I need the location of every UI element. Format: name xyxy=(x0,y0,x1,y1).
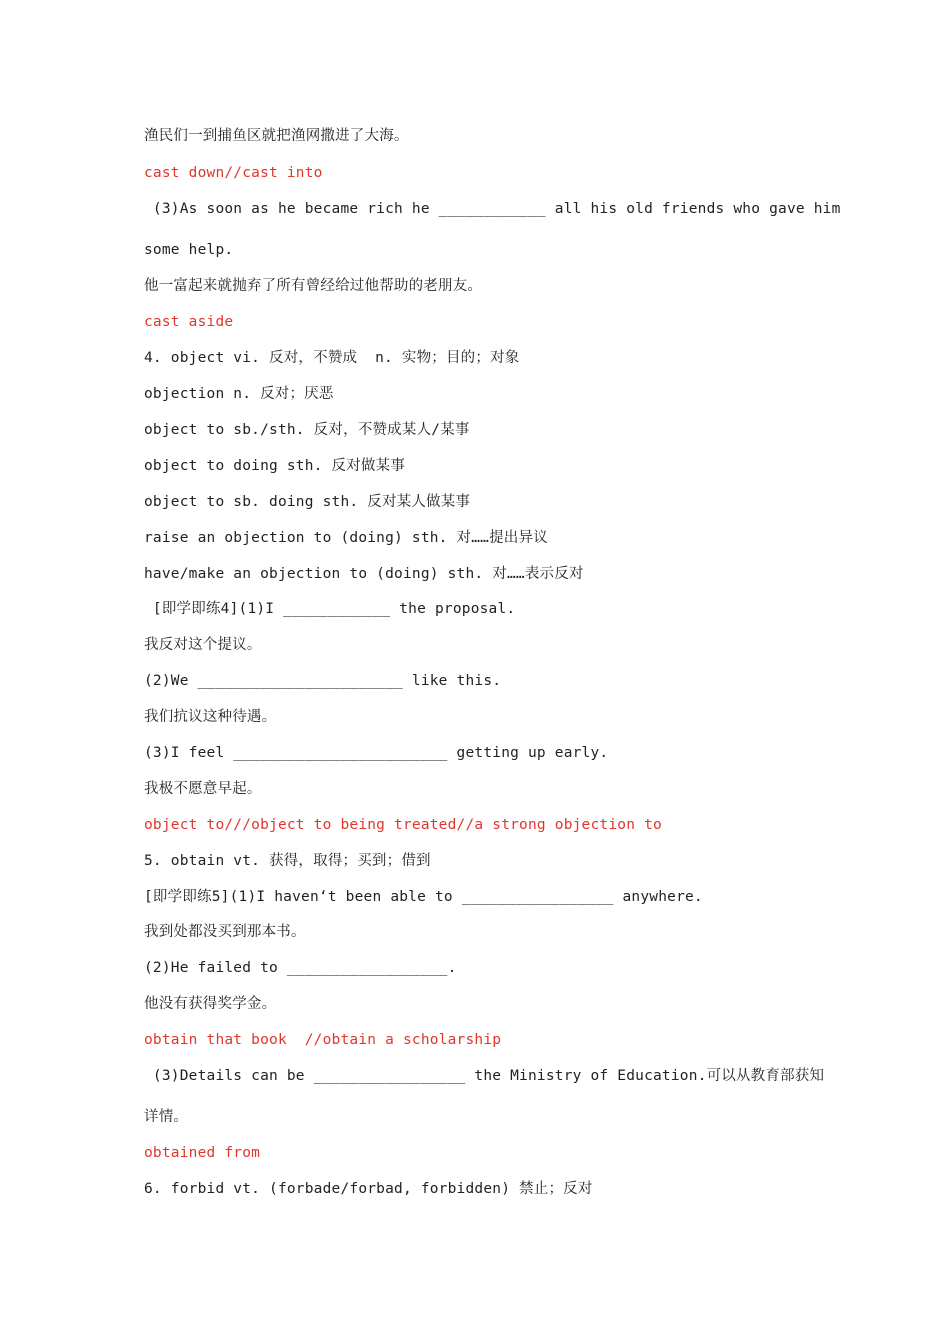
text-line: 我反对这个提议。 xyxy=(144,637,262,653)
text-line: object to doing sth. 反对做某事 xyxy=(144,458,406,474)
text-line: 他没有获得奖学金。 xyxy=(144,996,277,1012)
text-line: [即学即练5](1)I haven‘t been able to _________________ anywhere. xyxy=(144,889,703,905)
text-line: have/make an objection to (doing) sth. 对……表示反对 xyxy=(144,566,584,582)
text-line: 我们抗议这种待遇。 xyxy=(144,709,277,725)
text-line: object to sb./sth. 反对，不赞成某人/某事 xyxy=(144,422,470,438)
answer-line: object to///object to being treated//a strong objection to xyxy=(144,817,662,833)
text-line: (2)We _______________________ like this. xyxy=(144,673,502,689)
text-line: 渔民们一到捕鱼区就把渔网撒进了大海。 xyxy=(144,128,409,144)
text-line: [即学即练4](1)I ____________ the proposal. xyxy=(144,601,516,617)
text-line: 5. obtain vt. 获得，取得；买到；借到 xyxy=(144,853,431,869)
text-line: (3)As soon as he became rich he ____________ all his old friends who gave him xyxy=(144,201,841,217)
answer-line: cast down//cast into xyxy=(144,165,323,181)
text-line: object to sb. doing sth. 反对某人做某事 xyxy=(144,494,471,510)
answer-line: cast aside xyxy=(144,314,234,330)
answer-line: obtained from xyxy=(144,1145,261,1161)
text-line: raise an objection to (doing) sth. 对……提出异议 xyxy=(144,530,548,546)
text-line: 他一富起来就抛弃了所有曾经给过他帮助的老朋友。 xyxy=(144,278,483,294)
text-line: 6. forbid vt. (forbade/forbad, forbidden) 禁止；反对 xyxy=(144,1181,593,1197)
text-line: 我极不愿意早起。 xyxy=(144,781,262,797)
text-line: 4. object vi. 反对，不赞成 n. 实物；目的；对象 xyxy=(144,350,520,366)
answer-line: obtain that book //obtain a scholarship xyxy=(144,1032,502,1048)
text-line: (2)He failed to __________________. xyxy=(144,960,457,976)
text-line: objection n. 反对；厌恶 xyxy=(144,386,334,402)
text-line: 我到处都没买到那本书。 xyxy=(144,924,306,940)
text-line: (3)I feel ________________________ getting up early. xyxy=(144,745,609,761)
text-line: (3)Details can be _________________ the Ministry of Education.可以从教育部获知 xyxy=(144,1068,825,1084)
text-line: 详情。 xyxy=(144,1109,189,1125)
text-line: some help. xyxy=(144,242,234,258)
